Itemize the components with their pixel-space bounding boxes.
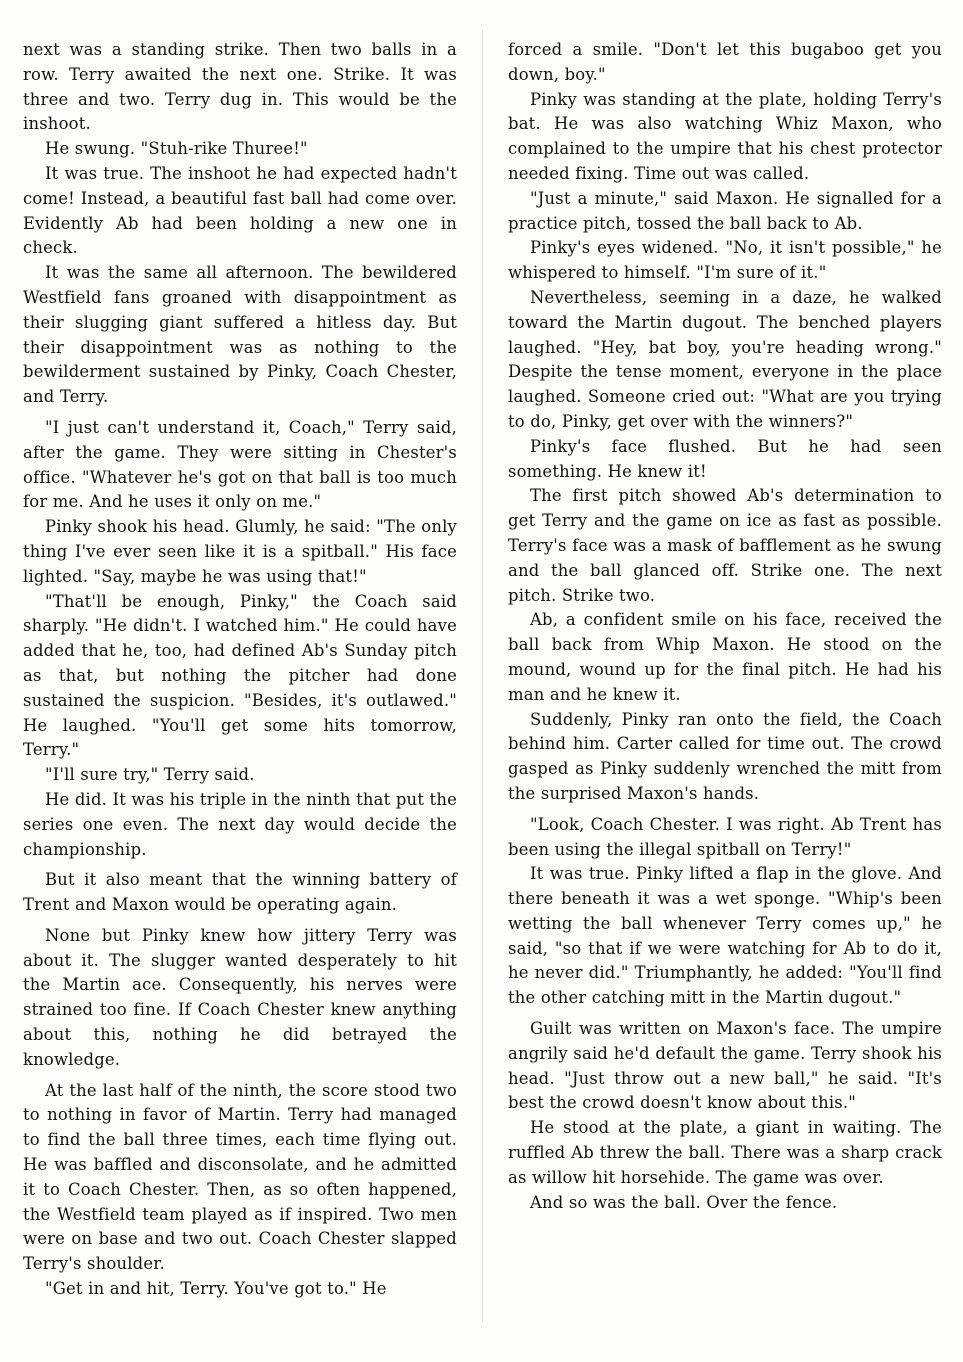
paragraph: The first pitch showed Ab's determination to get Terry and the game on ice as fast as possible. Terry's face was a mask of bafflement as he swung and the ball glanced off. Strike one. The next pitch. Strike two. (508, 486, 942, 605)
paragraph: Pinky shook his head. Glumly, he said: "The only thing I've ever seen like it is a spitball." His face lighted. "Say, maybe he was using that!" (23, 517, 457, 586)
paragraph: But it also meant that the winning battery of Trent and Maxon would be operating again. (23, 870, 457, 915)
paragraph: None but Pinky knew how jittery Terry was about it. The slugger wanted desperately to hit the Martin ace. Consequently, his nerves were strained too fine. If Coach Chester knew anything about this, nothing he did betrayed the knowledge. (23, 925, 457, 1069)
paragraph: He did. It was his triple in the ninth that put the series one even. The next day would decide the championship. (23, 789, 457, 859)
paragraph: "That'll be enough, Pinky," the Coach said sharply. "He didn't. I watched him." He could have added that he, too, had defined Ab's Sunday pitch as that, but nothing the pitcher had done sustained the suspicion. "Besides, it's outlawed." He laughed. "You'll get some hits tomorrow, Terry." (23, 591, 457, 760)
paragraph: forced a smile. "Don't let this bugaboo get you down, boy." (508, 40, 942, 84)
paragraph: "I'll sure try," Terry said. (45, 765, 255, 785)
paragraph: It was the same all afternoon. The bewildered Westfield fans groaned with disappointment as their slugging giant suffered a hitless day. But their disappointment was as nothing to the bewilderment sustained by Pinky, Coach Chester, and Terry. (23, 263, 457, 407)
paragraph: next was a standing strike. Then two balls in a row. Terry awaited the next one. Strike. It was three and two. Terry dug in. This would be the inshoot. (23, 40, 457, 134)
paragraph: It was true. The inshoot he had expected hadn't come! Instead, a beautiful fast ball had come over. Evidently Ab had been holding a new one in check. (23, 163, 457, 258)
left-column (23, 38, 457, 1302)
paragraph: Pinky's eyes widened. "No, it isn't possible," he whispered to himself. "I'm sure of it." (508, 238, 942, 283)
paragraph: Pinky was standing at the plate, holding Terry's bat. He was also watching Whiz Maxon, who complained to the umpire that his chest protector needed fixing. Time out was called. (508, 89, 942, 183)
paragraph: Suddenly, Pinky ran onto the field, the Coach behind him. Carter called for time out. The crowd gasped as Pinky suddenly wrenched the mitt from the surprised Maxon's hands. (508, 709, 942, 803)
paragraph: "Look, Coach Chester. I was right. Ab Trent has been using the illegal spitball on Terry!" (508, 814, 942, 859)
paragraph: He stood at the plate, a giant in waiting. The ruffled Ab threw the ball. There was a sharp crack as willow hit horsehide. The game was over. (508, 1118, 942, 1187)
column-gutter (482, 30, 483, 1322)
paragraph: "I just can't understand it, Coach," Terry said, after the game. They were sitting in Chester's office. "Whatever he's got on that ball is too much for me. And he uses it only on me." (23, 417, 457, 512)
paragraph: Nevertheless, seeming in a daze, he walked toward the Martin dugout. The benched players laughed. "Hey, bat boy, you're heading wrong." Despite the tense moment, everyone in the place laughed. Someone cried out: "What are you trying to do, Pinky, get over with the winners?" (508, 287, 942, 431)
paragraph: "Get in and hit, Terry. You've got to." He (45, 1279, 387, 1299)
paragraph: Pinky's face flushed. But he had seen something. He knew it! (508, 436, 942, 481)
paragraph: And so was the ball. Over the fence. (530, 1192, 838, 1212)
paragraph: Ab, a confident smile on his face, received the ball back from Whip Maxon. He stood on the mound, wound up for the final pitch. He had his man and he knew it. (508, 610, 942, 704)
paragraph: At the last half of the ninth, the score stood two to nothing in favor of Martin. Terry had managed to find the ball three times, each time flying out. He was baffled and disconsolate, and he admitted it to Coach Chester. Then, as so often happened, the Westfield team played as if inspired. Two men were on base and two out. Coach Chester slapped Terry's shoulder. (23, 1080, 457, 1274)
paragraph: Guilt was written on Maxon's face. The umpire angrily said he'd default the game. Terry shook his head. "Just throw out a new ball," he said. "It's best the crowd doesn't know about this." (508, 1019, 942, 1113)
right-column (508, 38, 942, 1215)
paragraph: "Just a minute," said Maxon. He signalled for a practice pitch, tossed the ball back to Ab. (508, 188, 942, 233)
paragraph: It was true. Pinky lifted a flap in the glove. And there beneath it was a wet sponge. "Whip's been wetting the ball whenever Terry comes up," he said, "so that if we were watching for Ab to do it, he never did." Triumphantly, he added: "You'll find the other catching mitt in the Martin dugout." (508, 864, 942, 1008)
paragraph: He swung. "Stuh-rike Thuree!" (45, 139, 308, 159)
